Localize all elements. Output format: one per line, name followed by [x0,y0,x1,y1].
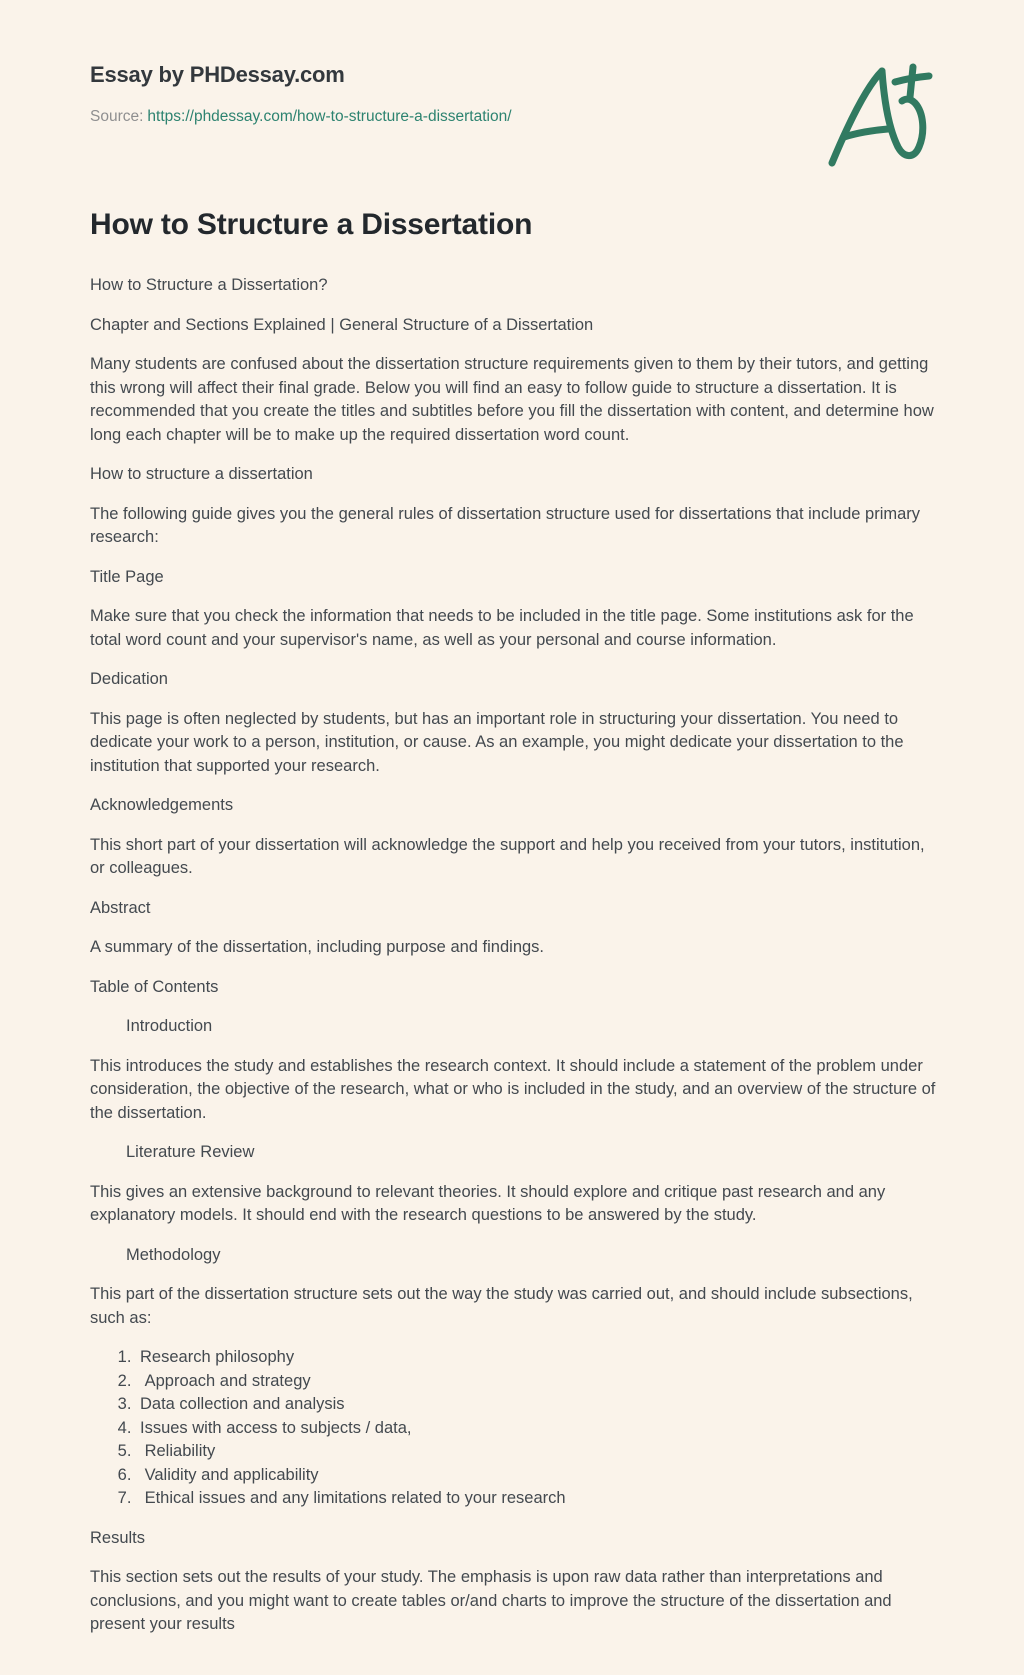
list-item: 3. Data collection and analysis [136,1393,938,1417]
heading-dedication: Dedication [90,670,168,688]
heading-question: How to Structure a Dissertation? [90,276,328,294]
para-literature-review: This gives an extensive background to relevant theories. It should explore and critique past research and any explanatory models. It should end with the research questions to be answered by the study. [90,1182,886,1224]
list-item: 7. Ethical issues and any limitations related to your research [136,1487,938,1511]
heading-title-page: Title Page [90,567,164,586]
heading-tagline: Chapter and Sections Explained | General Structure of a Dissertation [90,315,594,334]
para-introduction: This introduces the study and establishes the research context. It should include a statement of the problem under consideration, the objective of the research, what or who is included in the study, and an overview of the structure of the dissertation. [90,1056,936,1122]
heading-table-of-contents: Table of Contents [90,977,219,996]
para-acknowledgements: This short part of your dissertation will acknowledge the support and help you received from your tutors, institution, or colleagues. [90,835,925,877]
heading-results: Results [90,1528,146,1547]
list-item: 4. Issues with access to subjects / data, [136,1417,938,1441]
methodology-subsections-list [90,1346,938,1511]
para-dedication: This page is often neglected by students, but has an important role in structuring your dissertation. You need to dedicate your work to a person, institution, or cause. As an example, you might dedicate your dissertation to the institution that supported your research. [90,709,904,775]
para-overview: Many students are confused about the dissertation structure requirements given to them by their tutors, and getting this wrong will affect their final grade. Below you will find an easy to follow guide to structure a dissertation. It is recommended that you create the titles and subtitles before you fill the dissertation with content, and determine how long each chapter will be to make up the required dissertation word count. [90,355,934,444]
list-item: 5. Reliability [136,1440,938,1464]
list-item: 1. Research philosophy [136,1346,938,1370]
page-title: How to Structure a Dissertation [90,208,533,241]
para-abstract: A summary of the dissertation, including purpose and findings. [90,938,545,956]
para-guide-rules: The following guide gives you the general rules of dissertation structure used for dissertations that include primary research: [90,504,921,546]
a-plus-logo-icon [818,62,938,174]
document-header [90,62,938,126]
heading-abstract: Abstract [90,898,151,917]
heading-acknowledgements: Acknowledgements [90,796,234,814]
source-label: Source: [90,108,144,125]
subheading-literature-review: Literature Review [126,1143,255,1161]
list-item: 6. Validity and applicability [136,1464,938,1488]
source-link[interactable]: https://phdessay.com/how-to-structure-a-dissertation/ [147,108,512,125]
subheading-methodology: Methodology [126,1245,221,1264]
byline-text: Essay by PHDessay.com [90,62,345,87]
para-title-page: Make sure that you check the information that needs to be included in the title page. Some institutions ask for the total word count and your supervisor's name, as well as your personal and course information. [90,607,914,649]
source-row [90,108,938,126]
content-column [90,62,938,1637]
para-results: This section sets out the results of your study. The emphasis is upon raw data rather than interpretations and conclusions, and you might want to create tables or/and charts to improve the structure of the dissertation and present your results [90,1568,892,1633]
list-item: 2. Approach and strategy [136,1370,938,1394]
para-methodology: This part of the dissertation structure sets out the way the study was carried out, and should include subsections, such as: [90,1285,913,1327]
heading-how-to-structure: How to structure a dissertation [90,465,313,483]
subheading-introduction: Introduction [126,1017,213,1035]
